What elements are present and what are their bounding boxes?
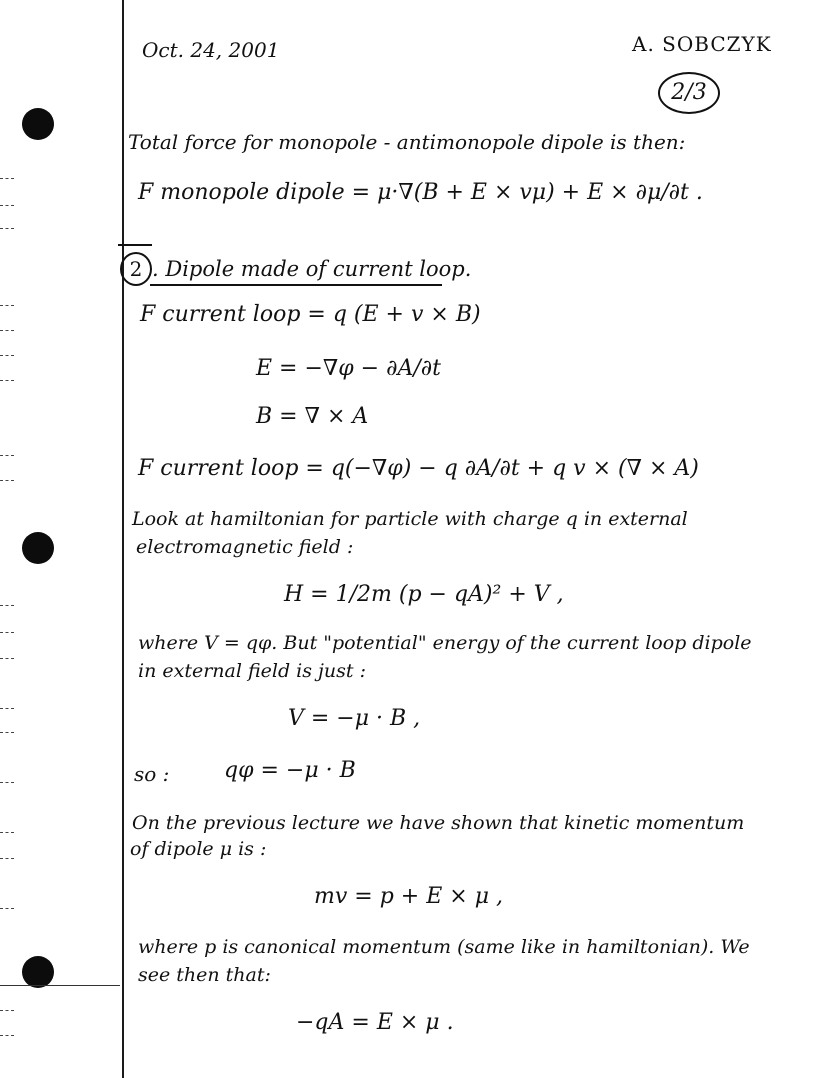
equation-q-phi: qφ = −μ · B xyxy=(224,758,356,783)
section-title: . Dipole made of current loop. xyxy=(152,257,472,281)
edge-tick xyxy=(0,480,14,481)
section-separator xyxy=(118,244,152,246)
text-previous-lecture: On the previous lecture we have shown that kinetic momentum xyxy=(132,812,745,834)
text-external-field: in external field is just : xyxy=(138,660,366,682)
text-hamiltonian-intro: Look at hamiltonian for particle with charge q in external xyxy=(132,508,688,530)
equation-vector-potential: −qA = E × μ . xyxy=(296,1010,454,1035)
edge-tick xyxy=(0,205,14,206)
author-name: A. SOBCZYK xyxy=(632,32,772,56)
edge-tick xyxy=(0,708,14,709)
text-dipole-momentum: of dipole μ is : xyxy=(130,838,267,860)
margin-line xyxy=(122,0,124,1078)
edge-tick xyxy=(0,330,14,331)
binder-hole-top xyxy=(22,108,54,140)
edge-tick xyxy=(0,1010,14,1011)
equation-electric-field: E = −∇φ − ∂A/∂t xyxy=(256,356,441,381)
binder-hole-middle xyxy=(22,532,54,564)
date-text: Oct. 24, 2001 xyxy=(142,38,280,62)
edge-tick xyxy=(0,178,14,179)
edge-tick xyxy=(0,985,120,986)
so-label: so : xyxy=(134,762,170,786)
section-title-underline xyxy=(150,284,442,286)
page-number-badge: 2/3 xyxy=(658,72,720,114)
text-em-field: electromagnetic field : xyxy=(136,536,354,558)
equation-current-loop-force-expanded: F current loop = q(−∇φ) − q ∂A/∂t + q v × (∇ × A) xyxy=(138,456,699,481)
edge-tick xyxy=(0,305,14,306)
edge-tick xyxy=(0,832,14,833)
equation-potential: V = −μ · B , xyxy=(288,706,421,731)
edge-tick xyxy=(0,908,14,909)
intro-text: Total force for monopole - antimonopole dipole is then: xyxy=(128,130,686,154)
edge-tick xyxy=(0,632,14,633)
equation-kinetic-momentum: mv = p + E × μ , xyxy=(314,884,503,909)
edge-tick xyxy=(0,858,14,859)
text-see-then: see then that: xyxy=(138,964,271,986)
equation-current-loop-force: F current loop = q (E + v × B) xyxy=(140,302,481,327)
equation-monopole-force: F monopole dipole = μ·∇(B + E × vμ) + E × ∂μ/∂t . xyxy=(138,180,703,205)
edge-tick xyxy=(0,605,14,606)
edge-tick xyxy=(0,732,14,733)
equation-magnetic-field: B = ∇ × A xyxy=(256,404,369,429)
edge-tick xyxy=(0,380,14,381)
binder-hole-bottom xyxy=(22,956,54,988)
edge-tick xyxy=(0,355,14,356)
edge-tick xyxy=(0,658,14,659)
edge-tick xyxy=(0,228,14,229)
equation-hamiltonian: H = 1/2m (p − qA)² + V , xyxy=(284,582,564,607)
text-potential-energy: where V = qφ. But "potential" energy of the current loop dipole xyxy=(138,632,752,654)
edge-tick xyxy=(0,1035,14,1036)
edge-tick xyxy=(0,782,14,783)
section-number: 2 xyxy=(120,252,152,286)
edge-tick xyxy=(0,455,14,456)
text-canonical-momentum: where p is canonical momentum (same like in hamiltonian). We xyxy=(138,936,750,958)
